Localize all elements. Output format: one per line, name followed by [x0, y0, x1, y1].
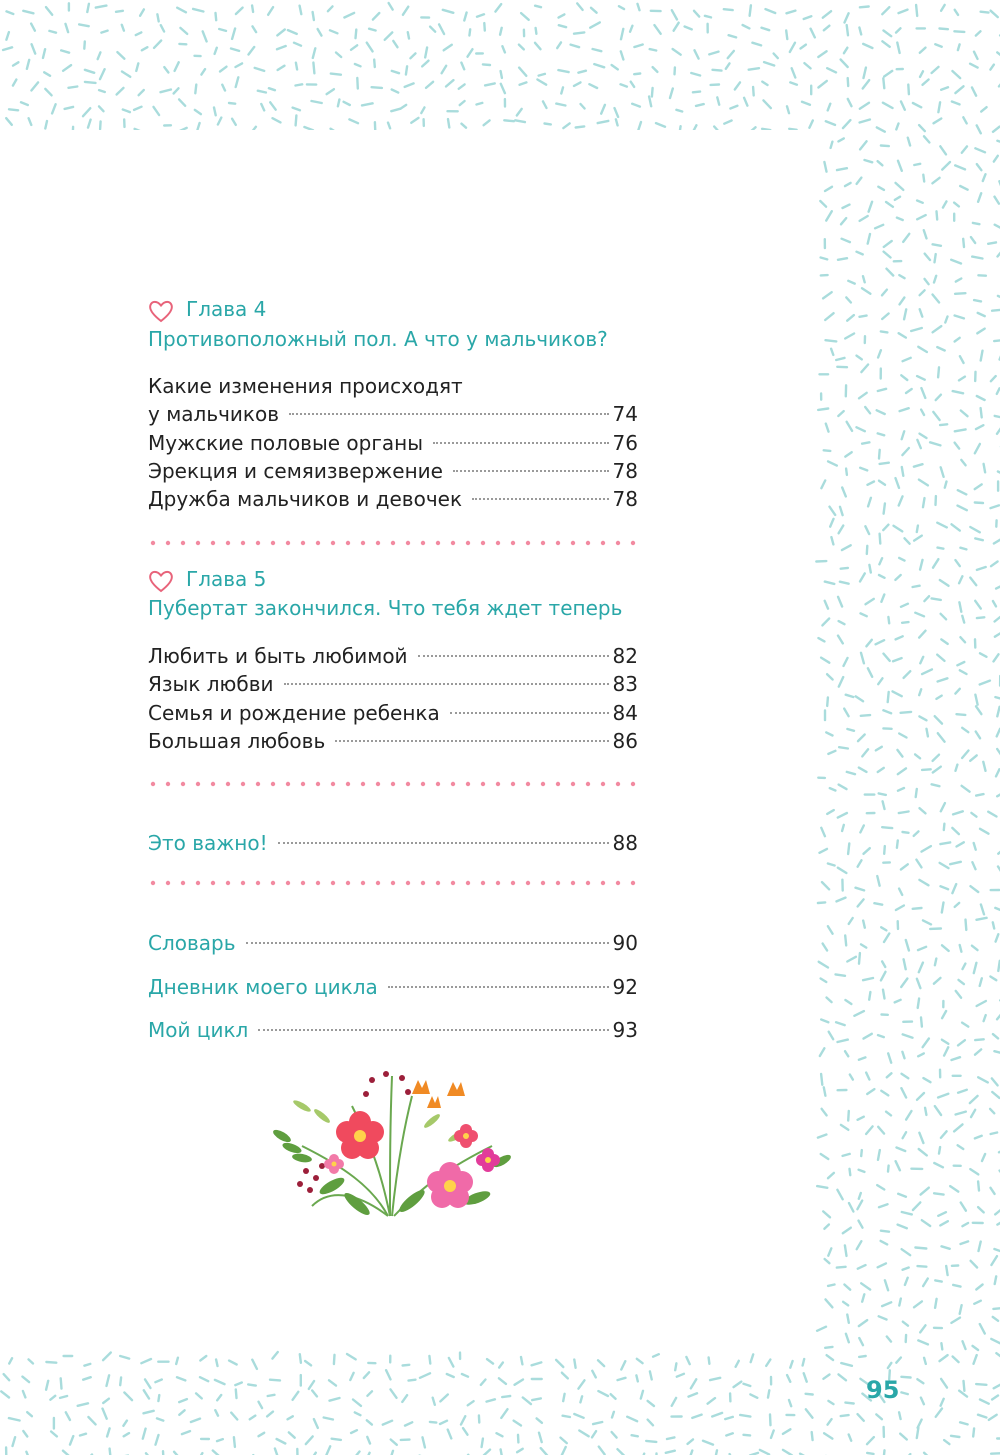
toc-entry-label: Мужские половые органы [148, 431, 423, 455]
toc-entry-label: Словарь [148, 931, 236, 955]
toc-entry-label: Семья и рождение ребенка [148, 701, 440, 725]
dot-leader [284, 683, 609, 685]
dot-leader [433, 442, 609, 444]
toc-entry-label: Эрекция и семяизвержение [148, 459, 443, 483]
page-number: 95 [866, 1376, 900, 1404]
dot-leader [472, 498, 609, 500]
chapter-4-title: Противоположный пол. А что у мальчиков? [148, 327, 608, 351]
toc-entry-page: 90 [612, 931, 638, 955]
heart-icon [148, 299, 174, 323]
toc-entry-page: 76 [612, 431, 638, 455]
toc-entry-page: 86 [612, 729, 638, 753]
toc-entry-ch5-3[interactable] [148, 727, 638, 755]
toc-entry-cycle-diary[interactable] [148, 973, 638, 1001]
chapter-5-label: Глава 5 [186, 567, 267, 591]
toc-entry-label: Большая любовь [148, 729, 326, 753]
toc-entry-ch4-2[interactable] [148, 429, 638, 457]
toc-entry-ch4-4[interactable] [148, 485, 638, 513]
toc-entry-page: 78 [612, 459, 638, 483]
dot-leader [246, 942, 609, 944]
toc-entry-ch4-3[interactable] [148, 457, 638, 485]
toc-entry-ch4-0[interactable]: Какие изменения происходят [148, 374, 463, 398]
toc-entry-ch5-1[interactable] [148, 670, 638, 698]
toc-entry-ch4-1[interactable] [148, 400, 638, 428]
dot-leader [450, 712, 609, 714]
toc-entry-ch5-0[interactable] [148, 642, 638, 670]
toc-entry-page: 74 [612, 402, 638, 426]
flower-bouquet-illustration [262, 1066, 518, 1220]
toc-entry-page: 92 [612, 975, 638, 999]
dotted-separator [150, 880, 640, 886]
dot-leader [258, 1029, 608, 1031]
dot-leader [335, 740, 608, 742]
chapter-5-title: Пубертат закончился. Что тебя ждет теперь [148, 596, 623, 620]
toc-entry-ch5-2[interactable] [148, 699, 638, 727]
toc-entry-glossary[interactable] [148, 929, 638, 957]
toc-entry-label: Любить и быть любимой [148, 644, 408, 668]
dot-leader [278, 842, 609, 844]
heart-icon [148, 569, 174, 593]
dot-leader [289, 413, 609, 415]
toc-entry-page: 88 [612, 831, 638, 855]
toc-entry-important[interactable] [148, 829, 638, 857]
toc-entry-page: 84 [612, 701, 638, 725]
toc-entry-my-cycle[interactable] [148, 1016, 638, 1044]
toc-entry-page: 93 [612, 1018, 638, 1042]
toc-entry-page: 83 [612, 672, 638, 696]
dotted-separator [150, 540, 640, 546]
dot-leader [418, 655, 609, 657]
toc-entry-label: Дружба мальчиков и девочек [148, 487, 463, 511]
dot-leader [388, 986, 609, 988]
dotted-separator [150, 781, 640, 787]
toc-entry-label: Язык любви [148, 672, 274, 696]
toc-entry-label: Мой цикл [148, 1018, 249, 1042]
toc-entry-label: Это важно! [148, 831, 268, 855]
dot-leader [453, 470, 609, 472]
toc-entry-page: 82 [612, 644, 638, 668]
toc-entry-label: Дневник моего цикла [148, 975, 378, 999]
toc-entry-page: 78 [612, 487, 638, 511]
chapter-4-label: Глава 4 [186, 297, 267, 321]
toc-entry-label: у мальчиков [148, 402, 280, 426]
